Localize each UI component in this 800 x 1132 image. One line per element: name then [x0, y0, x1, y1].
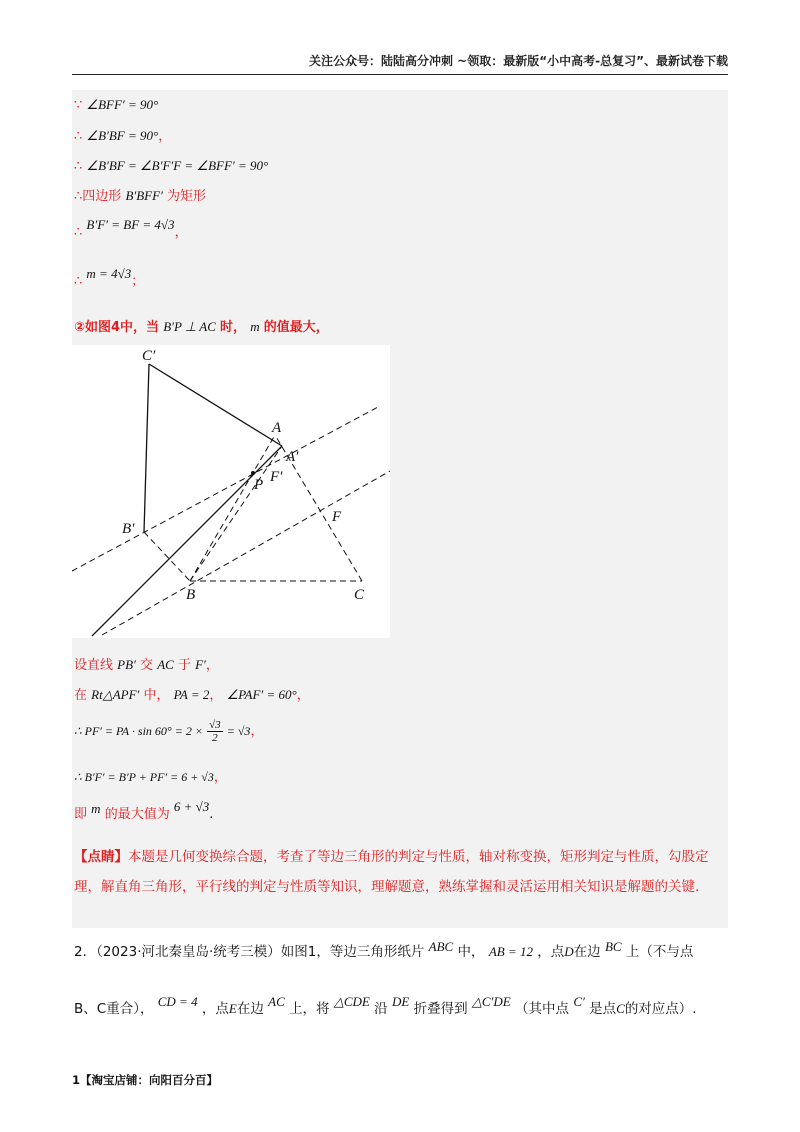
fraction-sqrt3-over-2: $\frac{√3}{2}$: [209, 719, 221, 744]
proof-line-1: ∵ ∠BFF′ = 90°: [74, 97, 159, 113]
remark-label: 【点睛】: [74, 849, 128, 865]
geometry-diagram: [72, 345, 390, 638]
remark-text: 本题是几何变换综合题，考查了等边三角形的判定与性质，轴对称变换，矩形判定与性质，勾股定理，解直角三角形，平行线的判定与性质等知识，理解题意，熟练掌握和灵活运用相关知识是解题的关键.: [74, 849, 709, 895]
parallel-line-upper: [72, 407, 378, 571]
label-b: B: [186, 587, 196, 603]
label-a: A: [272, 420, 282, 436]
label-f-prime: F′: [270, 469, 283, 485]
proof-line-5: ∴ B′F′ = BF = 4√3，: [74, 217, 188, 240]
solve-line-4: ∴ B′F′ = B′P + PF′ = 6 + √3，: [74, 770, 227, 785]
label-c-prime: C′: [142, 348, 156, 364]
solve-line-2: 在 Rt△APF′ 中， PA = 2， ∠PAF′ = 60°，: [74, 687, 310, 703]
page-header: [72, 52, 728, 75]
label-f: F: [332, 509, 342, 525]
segment-b1-b: [144, 532, 190, 581]
header-text: 关注公众号：陆陆高分冲刺 ~领取：最新版“小中高考-总复习”、最新试卷下载: [309, 54, 728, 68]
point-p-dot: [251, 471, 255, 475]
label-b-prime: B′: [122, 521, 135, 537]
proof-line-6: ∴ m = 4√3；: [74, 266, 145, 289]
label-p: P: [254, 477, 264, 493]
proof-line-2: ∴ ∠B′BF = 90°，: [74, 128, 172, 144]
question-2-line-2: B、C重合）， CD = 4 ，点E在边 AC 上，将 △CDE 沿 DE 折叠得到 △C′DE （其中点 C′ 是点C的对应点）.: [74, 994, 697, 1017]
case-2-heading: ②如图4中，当 B′P ⊥ AC 时， m 的值最大，: [74, 319, 329, 335]
solve-line-1: 设直线 PB′ 交 AC 于 F′，: [74, 657, 219, 673]
remark-paragraph: [74, 842, 728, 902]
page-footer: [72, 1072, 218, 1088]
solve-line-5: 即 m 的最大值为 6 + √3.: [74, 799, 214, 822]
label-a-prime: A′: [286, 449, 299, 465]
question-2-line-1: 2．（2023·河北秦皇岛·统考三模）如图1，等边三角形纸片 ABC 中， AB = 12 ，点D在边 BC 上（不与点: [74, 939, 694, 960]
geometry-figure-4: [72, 345, 390, 638]
segment-c1-b1: [144, 364, 149, 532]
footer-text: 1【淘宝店铺：向阳百分百】: [72, 1073, 219, 1087]
solve-line-3: ∴ PF′ = PA · sin 60° = 2 × $\frac{√3}{2}$ = √3，: [74, 719, 264, 744]
segment-c1-a1: [149, 364, 282, 446]
label-c: C: [354, 587, 365, 603]
segment-b-a: [190, 435, 275, 581]
proof-line-3: ∴ ∠B′BF = ∠B′F′F = ∠BFF′ = 90°: [74, 158, 269, 174]
proof-line-4: ∴四边形 B′BFF′ 为矩形: [74, 188, 207, 204]
